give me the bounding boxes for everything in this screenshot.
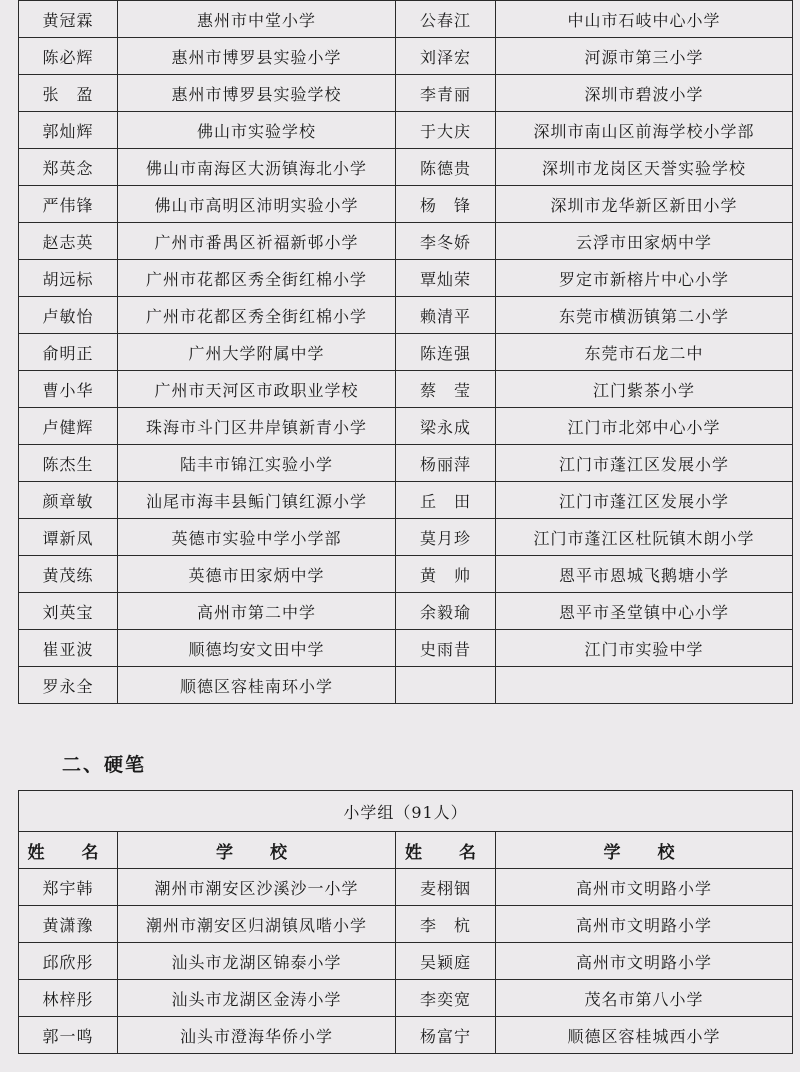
name-cell-2: 黄 帅 [396, 556, 496, 593]
header-row [19, 832, 793, 869]
name-cell-1: 黄茂练 [19, 556, 118, 593]
school-cell-2: 深圳市龙华新区新田小学 [496, 186, 793, 223]
school-cell-2: 高州市文明路小学 [496, 906, 793, 943]
school-cell-1: 顺德区容桂南环小学 [118, 667, 396, 704]
table-row [19, 482, 793, 519]
name-cell-2: 史雨昔 [396, 630, 496, 667]
name-cell-1: 谭新凤 [19, 519, 118, 556]
name-cell-2: 余毅瑜 [396, 593, 496, 630]
school-cell-1: 顺德均安文田中学 [118, 630, 396, 667]
name-cell-2: 陈连强 [396, 334, 496, 371]
name-cell-2: 陈德贵 [396, 149, 496, 186]
name-cell-2: 蔡 莹 [396, 371, 496, 408]
school-cell-2: 深圳市碧波小学 [496, 75, 793, 112]
name-cell-2: 李冬娇 [396, 223, 496, 260]
table-row [19, 297, 793, 334]
school-cell-1: 惠州市博罗县实验小学 [118, 38, 396, 75]
school-cell-2: 高州市文明路小学 [496, 869, 793, 906]
school-cell-1: 英德市实验中学小学部 [118, 519, 396, 556]
table-row [19, 980, 793, 1017]
school-cell-2: 江门紫茶小学 [496, 371, 793, 408]
school-cell-2: 高州市文明路小学 [496, 943, 793, 980]
name-cell-2: 莫月珍 [396, 519, 496, 556]
table-row [19, 519, 793, 556]
table-row [19, 445, 793, 482]
group-title-row [19, 791, 793, 832]
school-cell-2: 江门市蓬江区发展小学 [496, 445, 793, 482]
header-school-2: 学 校 [496, 832, 793, 869]
school-cell-1: 广州大学附属中学 [118, 334, 396, 371]
name-cell-2: 吴颖庭 [396, 943, 496, 980]
name-cell-1: 黄冠霖 [19, 1, 118, 38]
name-cell-1: 颜章敏 [19, 482, 118, 519]
table-row [19, 334, 793, 371]
school-cell-2: 茂名市第八小学 [496, 980, 793, 1017]
name-cell-1: 罗永全 [19, 667, 118, 704]
award-table-top [18, 0, 793, 704]
name-cell-2: 赖清平 [396, 297, 496, 334]
name-cell-1: 黄潇豫 [19, 906, 118, 943]
name-cell-1: 赵志英 [19, 223, 118, 260]
name-cell-2: 李奕宽 [396, 980, 496, 1017]
name-cell-1: 郑英念 [19, 149, 118, 186]
school-cell-2: 江门市实验中学 [496, 630, 793, 667]
name-cell-1: 卢健辉 [19, 408, 118, 445]
table-row [19, 593, 793, 630]
name-cell-1: 林梓彤 [19, 980, 118, 1017]
school-cell-1: 高州市第二中学 [118, 593, 396, 630]
school-cell-1: 潮州市潮安区沙溪沙一小学 [118, 869, 396, 906]
name-cell-2 [396, 667, 496, 704]
name-cell-1: 郑宇韩 [19, 869, 118, 906]
school-cell-2: 顺德区容桂城西小学 [496, 1017, 793, 1054]
school-cell-2: 江门市北郊中心小学 [496, 408, 793, 445]
school-cell-1: 广州市番禺区祈福新邨小学 [118, 223, 396, 260]
school-cell-1: 汕尾市海丰县鲘门镇红源小学 [118, 482, 396, 519]
school-cell-2: 江门市蓬江区杜阮镇木朗小学 [496, 519, 793, 556]
name-cell-2: 杨丽萍 [396, 445, 496, 482]
name-cell-2: 公春江 [396, 1, 496, 38]
table-row [19, 38, 793, 75]
name-cell-1: 张 盈 [19, 75, 118, 112]
name-cell-1: 郭灿辉 [19, 112, 118, 149]
name-cell-2: 覃灿荣 [396, 260, 496, 297]
school-cell-2: 河源市第三小学 [496, 38, 793, 75]
school-cell-2: 罗定市新榕片中心小学 [496, 260, 793, 297]
table-row [19, 408, 793, 445]
award-table-hard-pen [18, 790, 793, 1054]
school-cell-1: 广州市花都区秀全街红棉小学 [118, 297, 396, 334]
school-cell-1: 珠海市斗门区井岸镇新青小学 [118, 408, 396, 445]
school-cell-1: 陆丰市锦江实验小学 [118, 445, 396, 482]
table-row [19, 371, 793, 408]
name-cell-2: 李 杭 [396, 906, 496, 943]
name-cell-1: 刘英宝 [19, 593, 118, 630]
school-cell-1: 惠州市博罗县实验学校 [118, 75, 396, 112]
table-row [19, 869, 793, 906]
school-cell-1: 潮州市潮安区归湖镇凤喈小学 [118, 906, 396, 943]
name-cell-2: 麦栩铟 [396, 869, 496, 906]
school-cell-2: 恩平市恩城飞鹅塘小学 [496, 556, 793, 593]
table-row [19, 667, 793, 704]
school-cell-2: 东莞市横沥镇第二小学 [496, 297, 793, 334]
header-name-2: 姓 名 [396, 832, 496, 869]
group-title: 小学组（91人） [19, 791, 793, 832]
name-cell-2: 李青丽 [396, 75, 496, 112]
table-row [19, 260, 793, 297]
name-cell-2: 丘 田 [396, 482, 496, 519]
name-cell-1: 郭一鸣 [19, 1017, 118, 1054]
school-cell-2: 东莞市石龙二中 [496, 334, 793, 371]
name-cell-1: 严伟锋 [19, 186, 118, 223]
table-row [19, 223, 793, 260]
name-cell-1: 崔亚波 [19, 630, 118, 667]
school-cell-1: 广州市天河区市政职业学校 [118, 371, 396, 408]
header-school-1: 学 校 [118, 832, 396, 869]
school-cell-2: 深圳市龙岗区天誉实验学校 [496, 149, 793, 186]
name-cell-1: 陈杰生 [19, 445, 118, 482]
school-cell-2: 恩平市圣堂镇中心小学 [496, 593, 793, 630]
table-row [19, 1017, 793, 1054]
school-cell-1: 汕头市龙湖区金涛小学 [118, 980, 396, 1017]
school-cell-2: 云浮市田家炳中学 [496, 223, 793, 260]
name-cell-1: 俞明正 [19, 334, 118, 371]
header-name-1: 姓 名 [19, 832, 118, 869]
school-cell-2: 深圳市南山区前海学校小学部 [496, 112, 793, 149]
award-table-hard-pen-body [19, 791, 793, 1054]
name-cell-2: 杨 锋 [396, 186, 496, 223]
section-title: 二、硬笔 [62, 754, 147, 776]
school-cell-2 [496, 667, 793, 704]
school-cell-1: 汕头市龙湖区锦泰小学 [118, 943, 396, 980]
table-row [19, 556, 793, 593]
award-table-top-body [19, 1, 793, 704]
table-row [19, 112, 793, 149]
name-cell-1: 卢敏怡 [19, 297, 118, 334]
table-row [19, 943, 793, 980]
name-cell-2: 杨富宁 [396, 1017, 496, 1054]
school-cell-2: 江门市蓬江区发展小学 [496, 482, 793, 519]
school-cell-1: 佛山市高明区沛明实验小学 [118, 186, 396, 223]
table-row [19, 630, 793, 667]
school-cell-1: 佛山市实验学校 [118, 112, 396, 149]
name-cell-2: 于大庆 [396, 112, 496, 149]
school-cell-1: 英德市田家炳中学 [118, 556, 396, 593]
school-cell-1: 惠州市中堂小学 [118, 1, 396, 38]
table-row [19, 75, 793, 112]
table-row [19, 906, 793, 943]
table-row [19, 1, 793, 38]
name-cell-2: 刘泽宏 [396, 38, 496, 75]
name-cell-1: 陈必辉 [19, 38, 118, 75]
name-cell-2: 梁永成 [396, 408, 496, 445]
name-cell-1: 邱欣彤 [19, 943, 118, 980]
name-cell-1: 曹小华 [19, 371, 118, 408]
school-cell-1: 汕头市澄海华侨小学 [118, 1017, 396, 1054]
school-cell-1: 广州市花都区秀全街红棉小学 [118, 260, 396, 297]
name-cell-1: 胡远标 [19, 260, 118, 297]
table-row [19, 186, 793, 223]
school-cell-1: 佛山市南海区大沥镇海北小学 [118, 149, 396, 186]
school-cell-2: 中山市石岐中心小学 [496, 1, 793, 38]
table-row [19, 149, 793, 186]
